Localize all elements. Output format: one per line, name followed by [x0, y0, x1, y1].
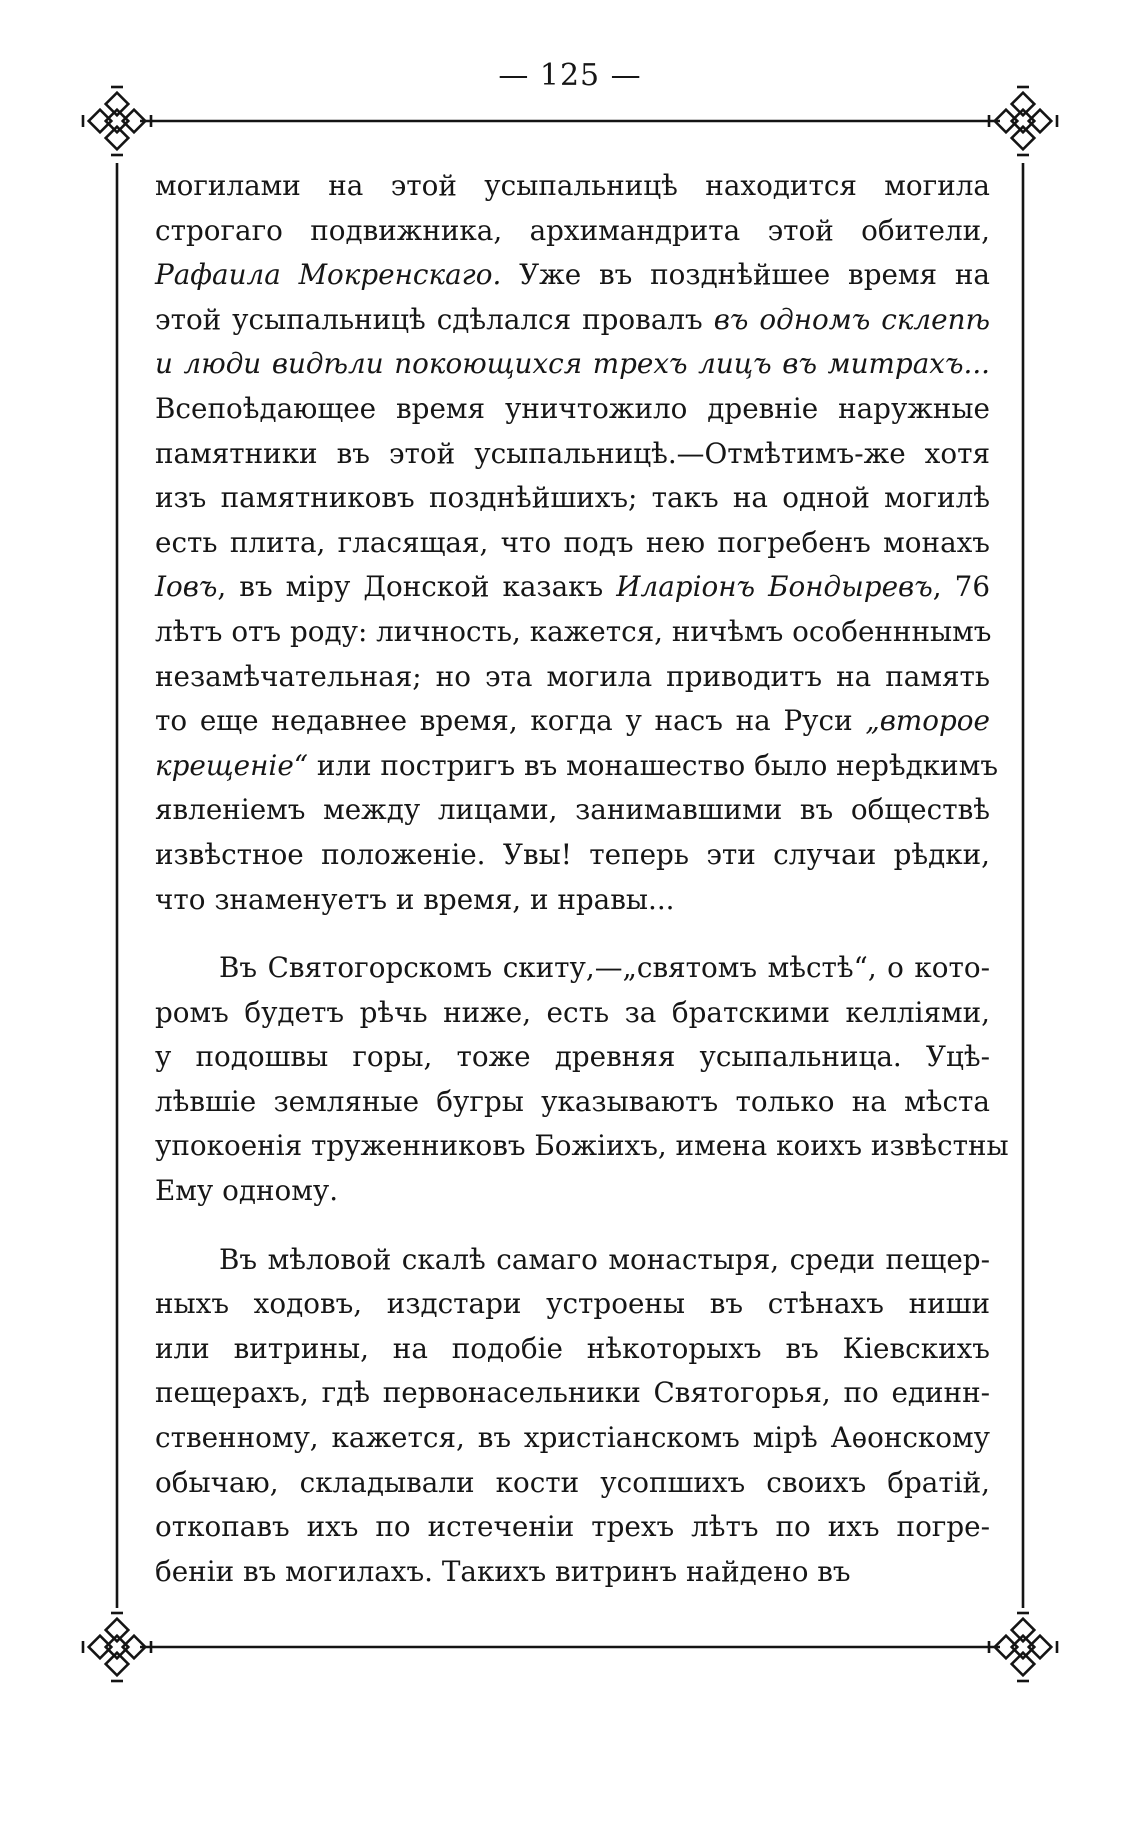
text-line	[155, 1461, 990, 1506]
text-line	[155, 1124, 1009, 1169]
text-segment: памятники въ этой усыпальницѣ.—Отмѣтимъ-же хотя	[155, 436, 990, 470]
text-segment: то еще недавнее время, когда у насъ на Руси	[155, 704, 866, 738]
text-line	[155, 164, 990, 209]
text-segment: извѣстное положеніе. Увы! теперь эти случаи рѣдки,	[155, 837, 990, 871]
text-segment: Уже въ позднѣйшее время на	[501, 258, 990, 292]
text-line	[155, 387, 990, 432]
text-line	[155, 1505, 990, 1550]
text-line	[155, 878, 990, 923]
corner-ornament-icon	[83, 1613, 151, 1681]
text-segment: пещерахъ, гдѣ первонасельники Святогорья, по единн-	[155, 1376, 990, 1410]
text-segment: что знаменуетъ и время, и нравы...	[155, 882, 675, 916]
italic-text: Иларіонъ Бондыревъ	[616, 570, 933, 604]
text-line	[155, 1035, 990, 1080]
text-segment: беніи въ могилахъ. Такихъ витринъ найдено въ	[155, 1554, 851, 1588]
text-line	[155, 946, 990, 991]
corner-ornament-icon	[989, 87, 1057, 155]
italic-text: крещеніе“	[155, 748, 308, 782]
text-segment: или постригъ въ монашество было нерѣдкимъ	[307, 748, 999, 782]
text-segment: есть плита, гласящая, что подъ нею погребенъ монахъ	[155, 525, 990, 559]
text-line	[155, 565, 990, 610]
text-segment: могилами на этой усыпальницѣ находится могила	[155, 169, 990, 202]
text-line	[155, 432, 990, 477]
text-line	[155, 1371, 990, 1416]
text-segment: незамѣчательная; но эта могила приводитъ на память	[155, 659, 990, 693]
text-line	[155, 476, 990, 521]
text-segment: Въ Святогорскомъ скиту,—„святомъ мѣстѣ“, о кото-	[219, 951, 990, 985]
text-line	[155, 1327, 990, 1372]
paragraph	[155, 1238, 990, 1595]
text-segment: лѣвшіе земляные бугры указываютъ только на мѣста	[155, 1084, 990, 1118]
italic-text: „второе	[865, 704, 990, 738]
page-number: — 125 —	[498, 58, 642, 93]
text-segment: Ему одному.	[155, 1174, 339, 1208]
text-segment: или витрины, на подобіе нѣкоторыхъ въ Кіевскихъ	[155, 1331, 990, 1365]
corner-ornament-icon	[989, 1613, 1057, 1681]
text-segment: изъ памятниковъ позднѣйшихъ; такъ на одной могилѣ	[155, 481, 990, 515]
text-segment: откопавъ ихъ по истеченіи трехъ лѣтъ по ихъ погре-	[155, 1510, 990, 1544]
text-segment: , въ міру Донской казакъ	[217, 570, 617, 604]
text-segment: ныхъ ходовъ, издстари устроены въ стѣнахъ ниши	[155, 1287, 990, 1321]
text-line	[155, 833, 990, 878]
text-line	[155, 342, 990, 387]
text-segment: обычаю, складывали кости усопшихъ своихъ братій,	[155, 1465, 990, 1499]
italic-text: и люди видѣли покоющихся трехъ лицъ въ митрахъ...	[155, 347, 990, 381]
text-segment: лѣтъ отъ роду: личность, кажется, ничѣмъ особенннымъ	[155, 614, 992, 648]
text-segment: ственному, кажется, въ христіанскомъ мірѣ Аѳонскому	[155, 1421, 990, 1455]
text-segment: , 76	[932, 570, 991, 604]
italic-text: въ одномъ склепѣ	[713, 302, 990, 336]
text-segment: строгаго подвижника, архимандрита этой обители,	[155, 213, 990, 247]
text-line	[155, 744, 999, 789]
text-line	[155, 1080, 990, 1125]
text-segment: упокоенія труженниковъ Божіихъ, имена коихъ извѣстны	[155, 1129, 1009, 1163]
text-line	[155, 1282, 990, 1327]
body-text	[155, 164, 1009, 1594]
italic-text: Рафаила Мокренскаго.	[155, 258, 502, 292]
italic-text: Іовъ	[155, 570, 218, 604]
text-line	[155, 788, 990, 833]
text-line	[155, 209, 990, 254]
text-line	[155, 610, 990, 655]
text-segment: Всепоѣдающее время уничтожило древніе наружные	[155, 391, 990, 425]
text-line	[155, 655, 990, 700]
text-line	[155, 991, 990, 1036]
text-segment: ромъ будетъ рѣчь ниже, есть за братскими келліями,	[155, 995, 990, 1029]
text-line	[155, 521, 990, 566]
text-line	[155, 1550, 990, 1595]
corner-ornament-icon	[83, 87, 151, 155]
text-line	[155, 1169, 990, 1214]
text-segment: Въ мѣловой скалѣ самаго монастыря, среди пещер-	[219, 1242, 990, 1276]
text-segment: явленіемъ между лицами, занимавшими въ обществѣ	[155, 793, 990, 827]
text-line	[155, 298, 990, 343]
text-line	[155, 1416, 990, 1461]
text-line	[155, 253, 990, 298]
text-line	[155, 699, 990, 744]
paragraph	[155, 164, 999, 922]
text-line	[155, 1238, 990, 1283]
text-segment: этой усыпальницѣ сдѣлался провалъ	[155, 302, 714, 336]
paragraph	[155, 946, 1009, 1214]
text-segment: у подошвы горы, тоже древняя усыпальница. Уцѣ-	[155, 1040, 990, 1074]
